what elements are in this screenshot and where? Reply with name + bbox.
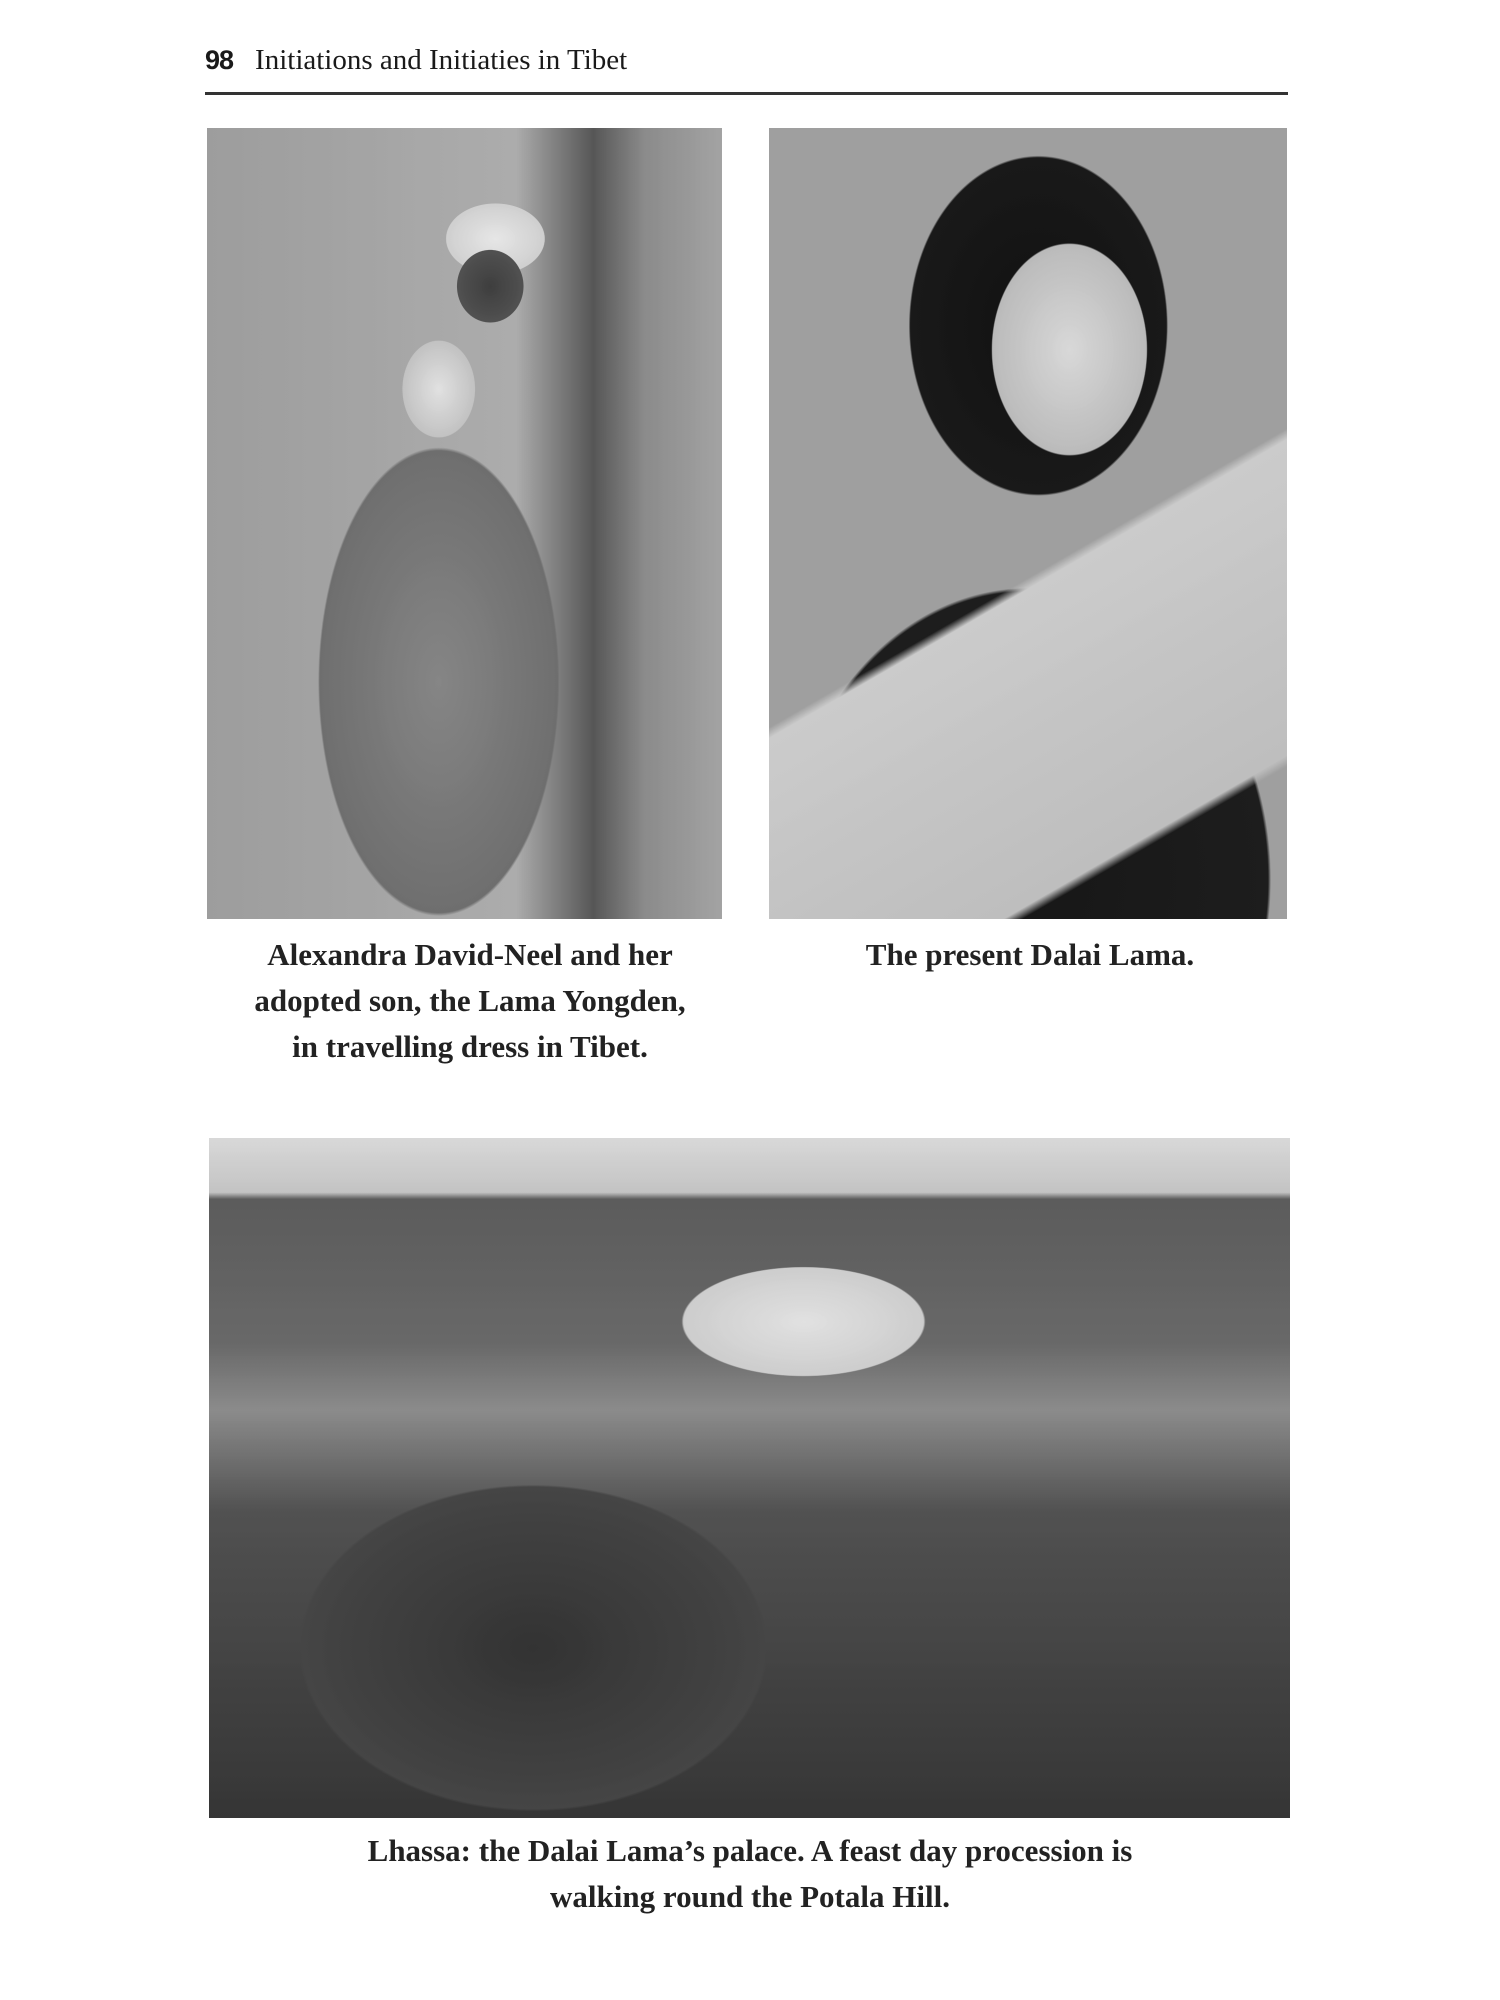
page-number: 98 — [205, 45, 234, 75]
photo-potala-palace — [209, 1138, 1290, 1818]
caption-david-neel — [190, 932, 750, 1070]
running-header — [205, 44, 627, 77]
caption-line: walking round the Potala Hill. — [550, 1879, 950, 1914]
photo-dalai-lama — [769, 128, 1287, 919]
photo-david-neel-and-yongden — [207, 128, 722, 919]
caption-line: in travelling dress in Tibet. — [292, 1029, 648, 1064]
caption-line: adopted son, the Lama Yongden, — [254, 983, 686, 1018]
header-rule — [205, 92, 1288, 95]
caption-dalai-lama — [780, 932, 1280, 978]
caption-line: Alexandra David-Neel and her — [267, 937, 673, 972]
caption-line: The present Dalai Lama. — [865, 937, 1195, 972]
running-title: Initiations and Initiaties in Tibet — [255, 44, 628, 76]
caption-line: Lhassa: the Dalai Lama’s palace. A feast day procession is — [367, 1833, 1133, 1868]
caption-potala — [250, 1828, 1250, 1920]
